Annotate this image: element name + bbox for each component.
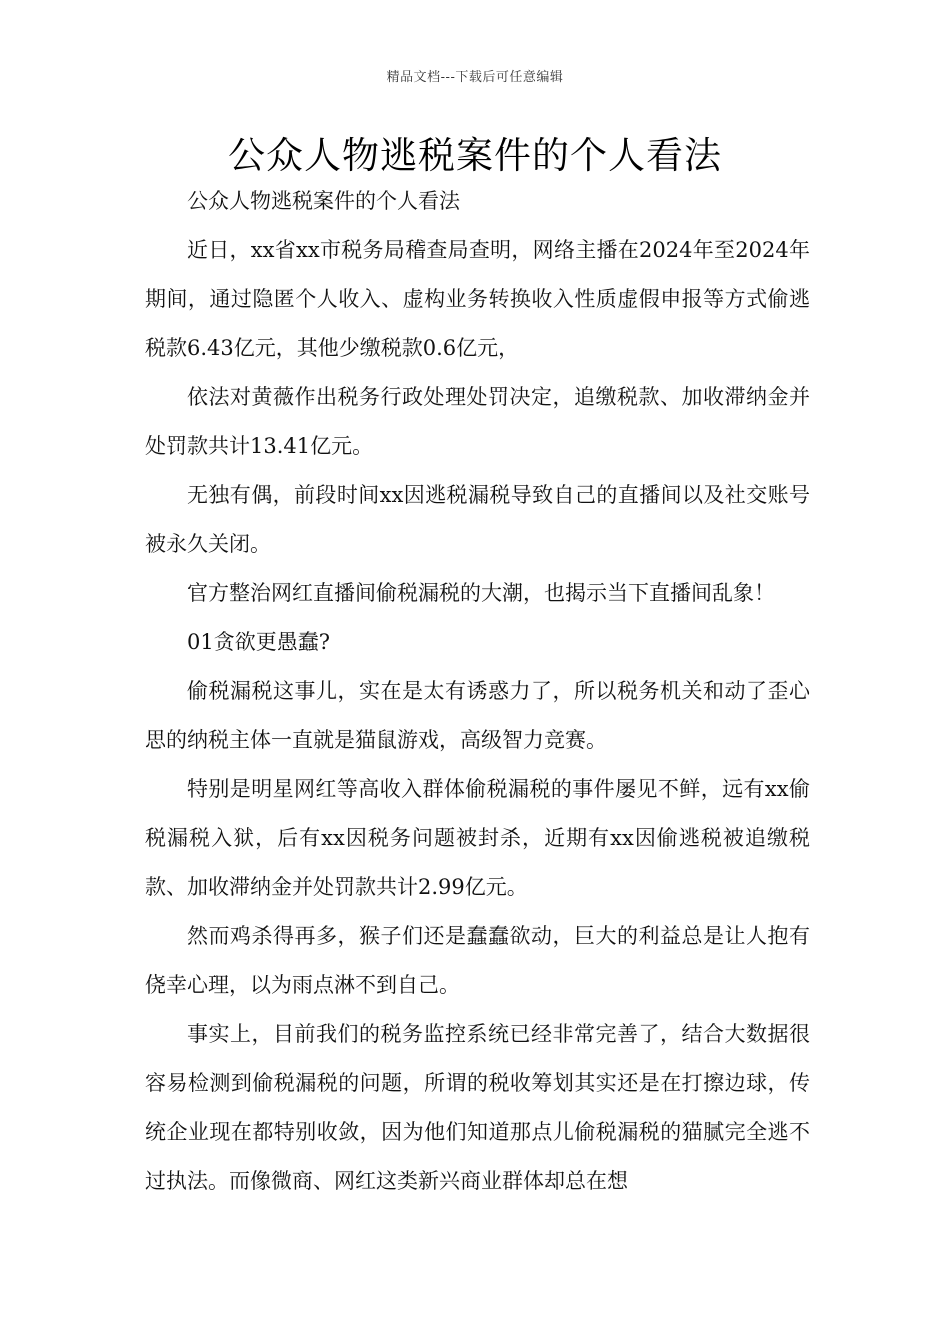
paragraph: 然而鸡杀得再多，猴子们还是蠢蠢欲动，巨大的利益总是让人抱有侥幸心理，以为雨点淋不到自己。 <box>145 924 810 997</box>
paragraph: 依法对黄薇作出税务行政处理处罚决定，追缴税款、加收滞纳金并处罚款共计13.41亿元。 <box>145 385 810 458</box>
header-note: 精品文档---下载后可任意编辑 <box>386 70 564 85</box>
paragraph: 特别是明星网红等高收入群体偷税漏税的事件屡见不鲜，远有xx偷税漏税入狱，后有xx因税务问题被封杀，近期有xx因偷逃税被追缴税款、加收滞纳金并处罚款共计2.99亿元。 <box>145 777 810 899</box>
paragraph: 无独有偶，前段时间xx因逃税漏税导致自己的直播间以及社交账号被永久关闭。 <box>145 483 810 556</box>
paragraph: 官方整治网红直播间偷税漏税的大潮，也揭示当下直播间乱象！ <box>187 581 775 605</box>
document-body <box>145 177 810 1206</box>
paragraph: 近日，xx省xx市税务局稽查局查明，网络主播在2024年至2024年期间，通过隐匿个人收入、虚构业务转换收入性质虚假申报等方式偷逃税款6.43亿元，其他少缴税款0.6亿元， <box>145 238 810 360</box>
paragraph: 事实上，目前我们的税务监控系统已经非常完善了，结合大数据很容易检测到偷税漏税的问题，所谓的税收筹划其实还是在打擦边球，传统企业现在都特别收敛，因为他们知道那点儿偷税漏税的猫腻完全逃不过执法。而像微商、网红这类新兴商业群体却总在想 <box>145 1022 810 1193</box>
document-title: 公众人物逃税案件的个人看法 <box>228 134 722 177</box>
paragraph: 偷税漏税这事儿，实在是太有诱惑力了，所以税务机关和动了歪心思的纳税主体一直就是猫鼠游戏，高级智力竞赛。 <box>145 679 810 752</box>
section-heading: 01贪欲更愚蠢? <box>187 630 330 654</box>
paragraph-subtitle: 公众人物逃税案件的个人看法 <box>187 189 460 213</box>
